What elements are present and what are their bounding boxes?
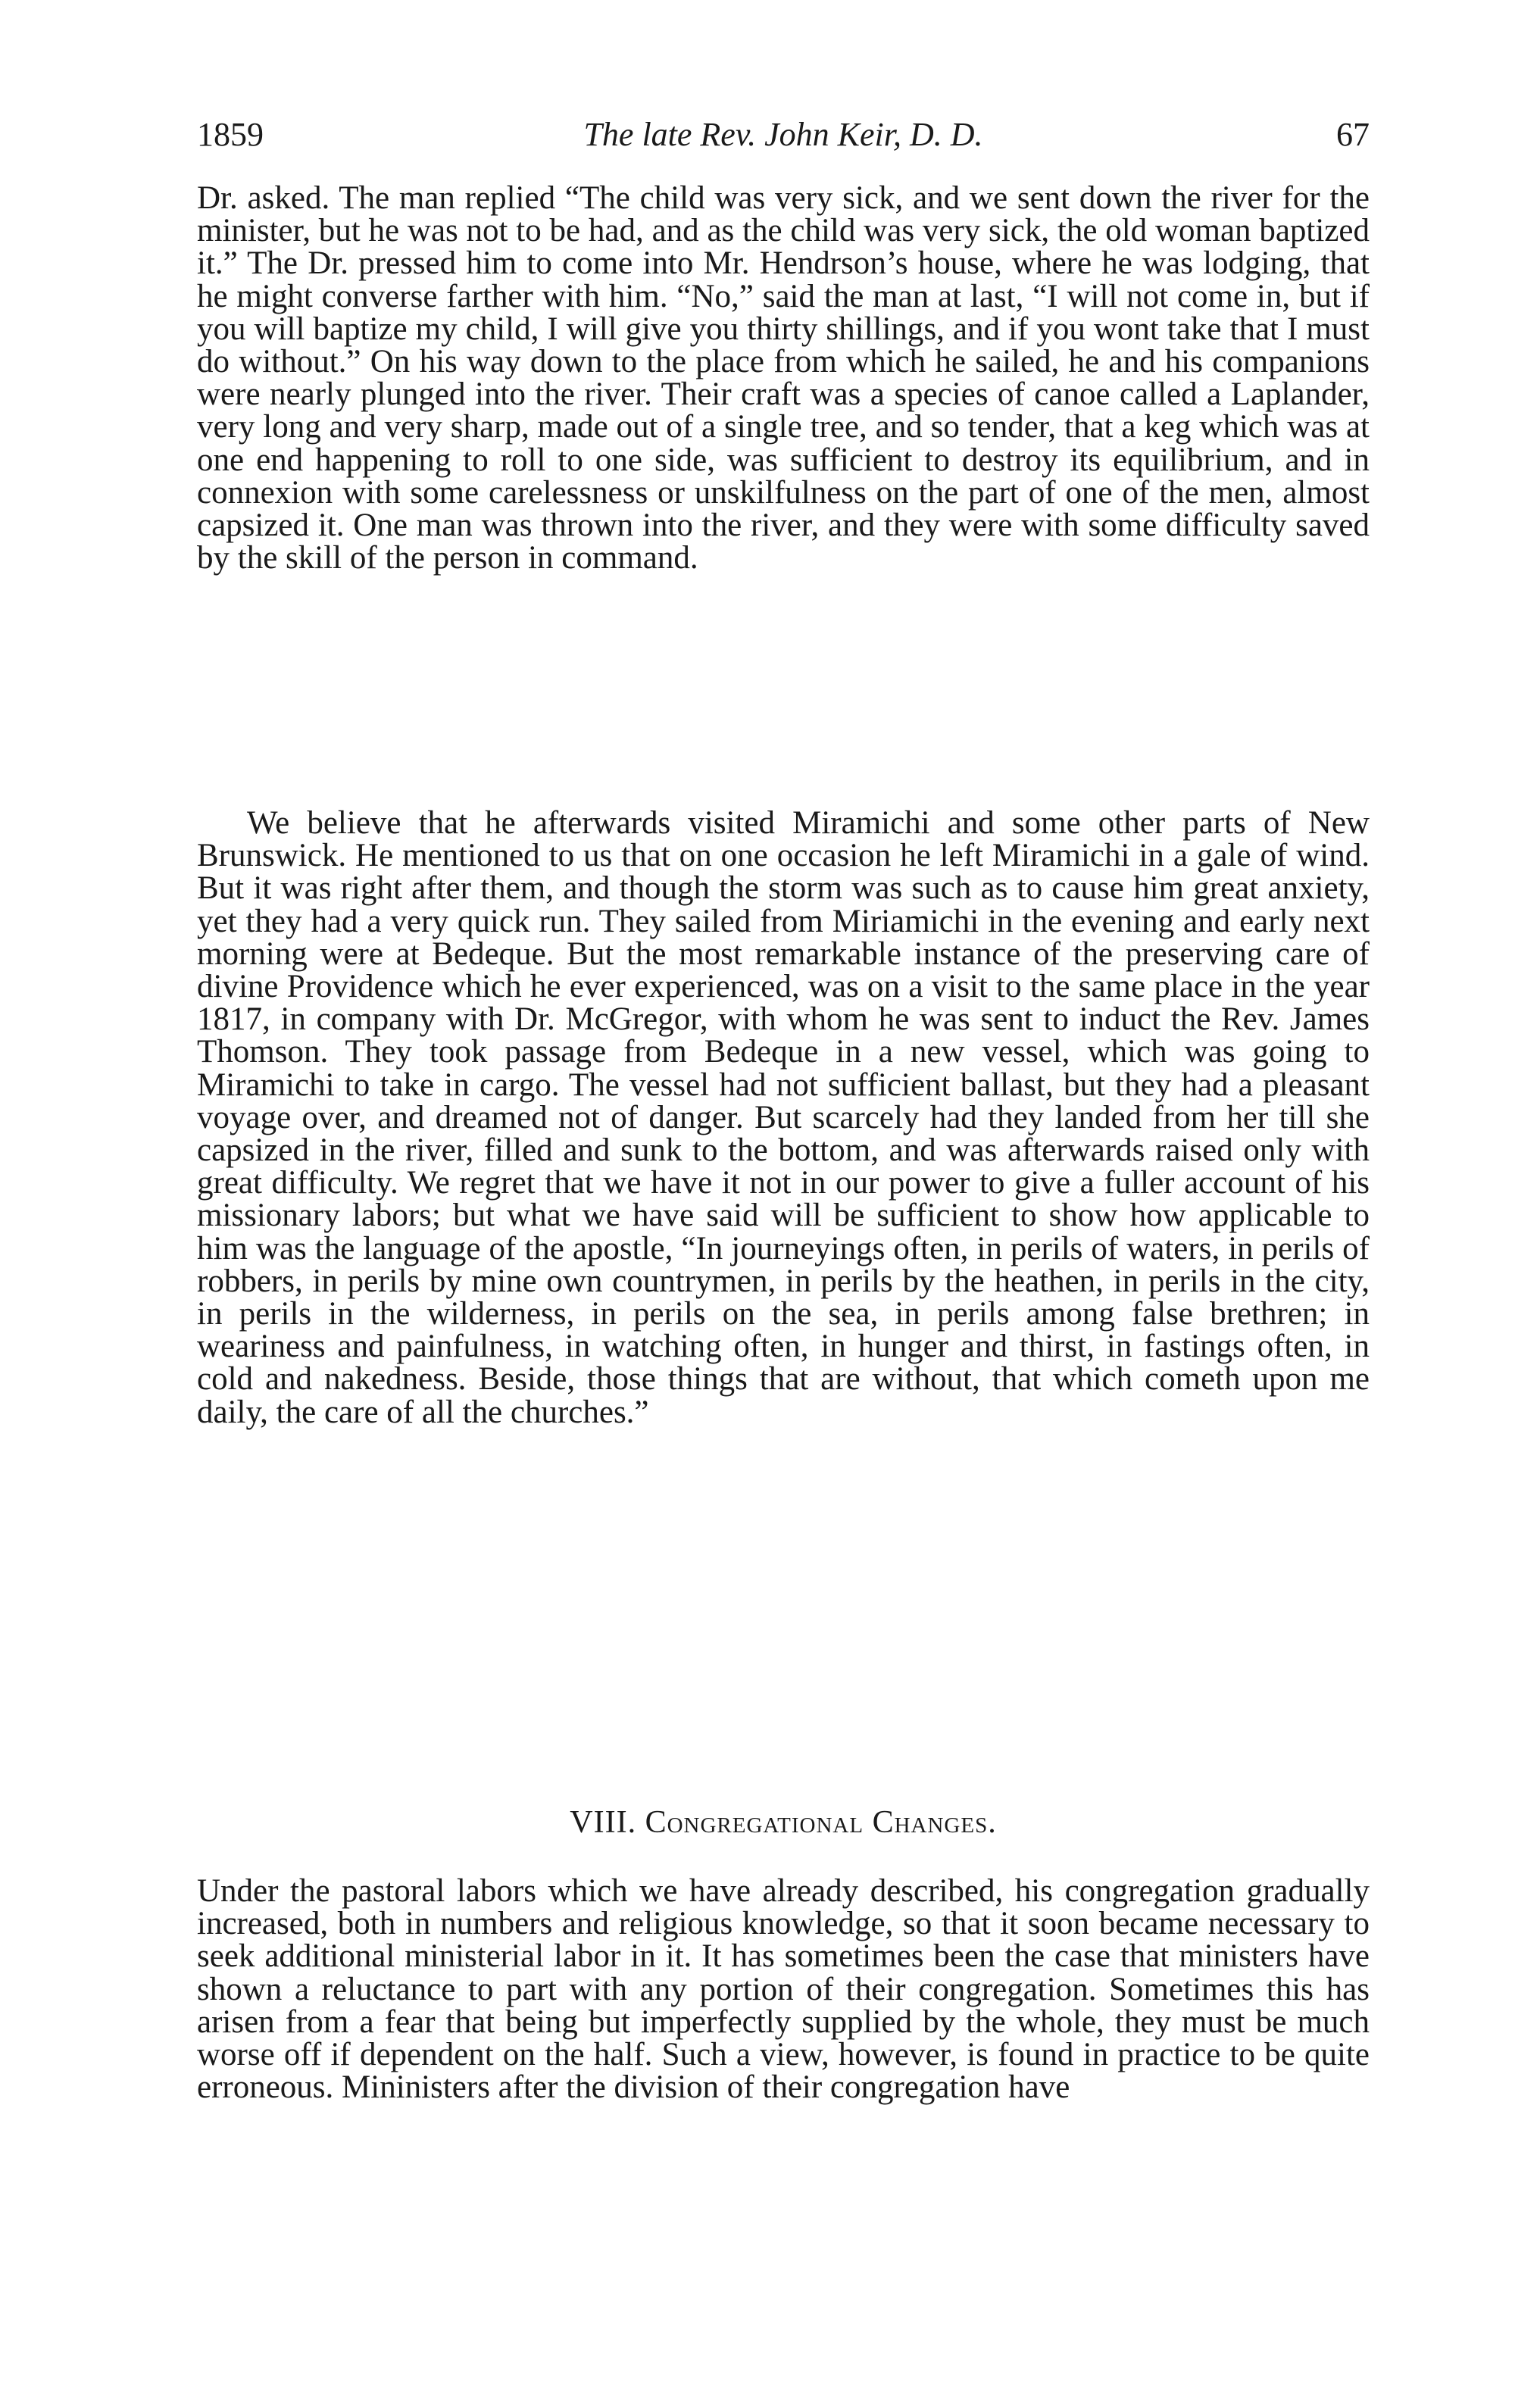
paragraph-missionary-voyages: We believe that he afterwards visited Miramichi and some other parts of New Brunswick. He mentioned to us that on one occasion he left Miramichi in a gale of wind. But it was right after them, and though the storm was such as to cause him great anxiety, yet they had a very quick run. They sailed from Miriamichi in the evening and early next morning were at Bedeque. But the most remarkable instance of the preserving care of divine Providence which he ever experienced, was on a visit to the same place in the year 1817, in company with Dr. McGregor, with whom he was sent to induct the Rev. James Thomson. They took passage from Bedeque in a new vessel, which was going to Miramichi to take in cargo. The vessel had not sufficient ballast, but they had a pleasant voyage over, and dreamed not of danger. But scarcely had they landed from her till she capsized in the river, filled and sunk to the bottom, and was afterwards raised only with great difficulty. We regret that we have it not in our power to give a fuller account of his missionary labors; but what we have said will be sufficient to show how applicable to him was the language of the apostle, “In journeyings often, in perils of waters, in perils of robbers, in perils by mine own countrymen, in perils by the heathen, in perils in the city, in perils in the wilderness, in perils on the sea, in perils among false brethren; in weariness and painfulness, in watching often, in hunger and thirst, in fastings often, in cold and nakedness. Beside, those things that are without, that which cometh upon me daily, the care of all the churches.” [197,805,1370,1430]
paragraph-baptism-anecdote: Dr. asked. The man replied “The child was very sick, and we sent down the river for the minister, but he was not to be had, and as the child was very sick, the old woman baptized it.” The Dr. pressed him to come into Mr. Hendrson’s house, where he was lodging, that he might converse farther with him. “No,” said the man at last, “I will not come in, but if you will baptize my child, I will give you thirty shillings, and if you wont take that I must do without.” On his way down to the place from which he sailed, he and his companions were nearly plunged into the river. Their craft was a species of canoe called a Laplander, very long and very sharp, made out of a single tree, and so tender, that a keg which was at one end happening to roll to one side, was sufficient to destroy its equilibrium, and in connexion with some carelessness or unskilfulness on the part of one of the men, almost capsized it. One man was thrown into the river, and they were with some difficulty saved by the skill of the person in command. [197,180,1370,576]
section-numeral: VIII. [570,1805,637,1840]
section-title: Congregational Changes. [645,1805,997,1840]
page-number: 67 [1336,116,1370,153]
running-head-title: The late Rev. John Keir, D. D. [583,116,983,153]
running-head-year: 1859 [197,116,264,153]
running-head [197,112,1370,158]
paragraph-congregational-changes: Under the pastoral labors which we have already described, his congregation gradually increased, both in numbers and religious knowledge, so that it soon became necessary to seek additional ministerial labor in it. It has sometimes been the case that ministers have shown a reluctance to part with any portion of their congregation. Sometimes this has arisen from a fear that being but imperfectly supplied by the whole, they must be much worse off if dependent on the half. Such a view, however, is found in practice to be quite erroneous. Mininisters after the division of their congregation have [197,1873,1370,2106]
section-heading [197,1801,1370,1844]
